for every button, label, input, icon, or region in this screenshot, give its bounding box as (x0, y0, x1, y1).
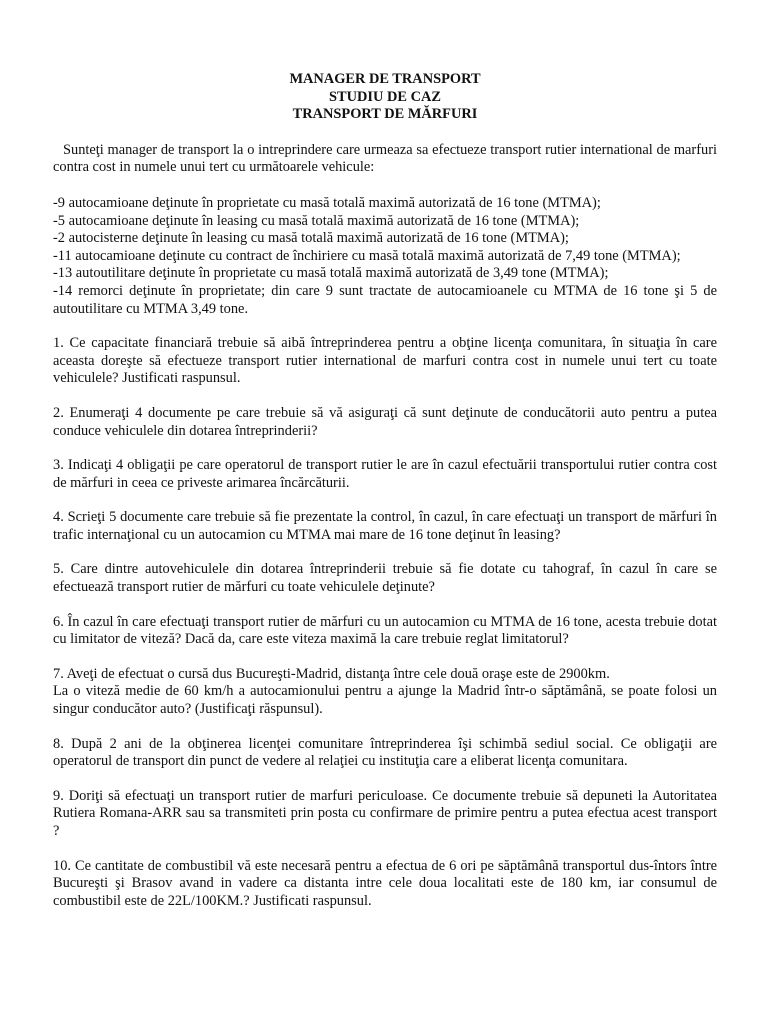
question-7 (53, 666, 717, 719)
question-10 (53, 858, 717, 911)
question-text: 7. Aveţi de efectuat o cursă dus Bucureşti-Madrid, distanţa între cele două oraşe este de 2900km. (53, 665, 610, 682)
question-4 (53, 509, 717, 544)
vehicle-item: -9 autocamioane deţinute în proprietate cu masă totală maximă autorizată de 16 tone (MTMA); (53, 194, 601, 211)
question-9 (53, 788, 717, 841)
title-line-1: MANAGER DE TRANSPORT (289, 71, 481, 87)
vehicle-item: -5 autocamioane deţinute în leasing cu masă totală maximă autorizată de 16 tone (MTMA); (53, 212, 580, 229)
question-text: 6. În cazul în care efectuaţi transport rutier de mărfuri cu un autocamion cu MTMA de 16 tone, acesta trebuie dotat cu limitator de viteză? Dacă da, care este viteza maximă la care trebuie reglat limitatorul? (53, 613, 717, 648)
intro-paragraph: Sunteţi manager de transport la o intreprindere care urmeaza sa efectueze transport rutier international de marfuri contra cost in numele unui tert cu următoarele vehicule: (53, 141, 717, 176)
question-text: 1. Ce capacitate financiară trebuie să aibă întreprinderea pentru a obţine licenţa comunitara, în situaţia în care aceasta doreşte să efectueze transport rutier international de marfuri contra cost in numele unui tert cu toate vehiculele? Justificati raspunsul. (53, 335, 717, 387)
question-text: 8. După 2 ani de la obţinerea licenţei comunitare întreprinderea îşi schimbă sediul social. Ce obligaţii are operatorul de transport din punct de vedere al relaţiei cu instituţia care a eliberat licenţa comunitara. (53, 735, 717, 770)
question-text: 2. Enumeraţi 4 documente pe care trebuie să vă asiguraţi că sunt deţinute de conducătorii auto pentru a putea conduce vehiculele din dotarea întreprinderii? (53, 404, 717, 439)
question-1 (53, 335, 717, 388)
question-5 (53, 561, 717, 596)
question-8 (53, 736, 717, 771)
title-line-2: STUDIU DE CAZ (329, 88, 441, 105)
question-2 (53, 405, 717, 440)
title-line-3: TRANSPORT DE MĂRFURI (292, 106, 478, 123)
vehicle-item: -14 remorci deţinute în proprietate; din care 9 sunt tractate de autocamioanele cu MTMA de 16 tone şi 5 de autoutilitare cu MTMA 3,49 tone. (53, 282, 717, 317)
vehicle-item: -2 autocisterne deţinute în leasing cu masă totală maximă autorizată de 16 tone (MTMA); (53, 230, 569, 247)
vehicle-list (53, 195, 717, 318)
vehicle-item: -13 autoutilitare deţinute în proprietate cu masă totală maximă autorizată de 3,49 tone (MTMA); (53, 265, 609, 282)
question-text: 3. Indicaţi 4 obligaţii pe care operatorul de transport rutier le are în cazul efectuării transportului rutier contra cost de mărfuri in ceea ce priveste arimarea încărcăturii. (53, 457, 717, 491)
question-6 (53, 614, 717, 649)
question-text: La o viteză medie de 60 km/h a autocamionului pentru a ajunge la Madrid într-o săptămână, se poate folosi un singur conducător auto? (Justificaţi răspunsul). (53, 683, 717, 718)
question-text: 5. Care dintre autovehiculele din dotarea întreprinderii trebuie să fie dotate cu tahograf, în cazul în care se efectuează transport rutier de mărfuri cu toate vehiculele deţinute? (53, 561, 717, 596)
vehicle-item: -11 autocamioane deţinute cu contract de închiriere cu masă totală maximă autorizată de 7,49 tone (MTMA); (53, 247, 681, 264)
question-text: 4. Scrieţi 5 documente care trebuie să fie prezentate la control, în cazul, în care efectuaţi un transport de mărfuri în trafic internaţional cu un autocamion cu MTMA mai mare de 16 tone deţinut în leasing? (53, 509, 717, 543)
question-3 (53, 457, 717, 492)
question-text: 10. Ce cantitate de combustibil vă este necesară pentru a efectua de 6 ori pe săptămână transportul dus-întors între Bucureşti şi Brasov avand in vadere ca distanta intre cele doua localitati este de 180 km, iar consumul de combustibil este de 22L/100KM.? Justificati raspunsul. (53, 857, 717, 909)
document-page (53, 71, 717, 927)
question-text: 9. Doriţi să efectuaţi un transport rutier de marfuri periculoase. Ce documente trebuie să depuneti la Autoritatea Rutiera Romana-ARR sau sa transmiteti prin posta cu confirmare de primire pentru a putea efectua acest transport ? (53, 787, 717, 839)
document-title-block (53, 71, 717, 124)
